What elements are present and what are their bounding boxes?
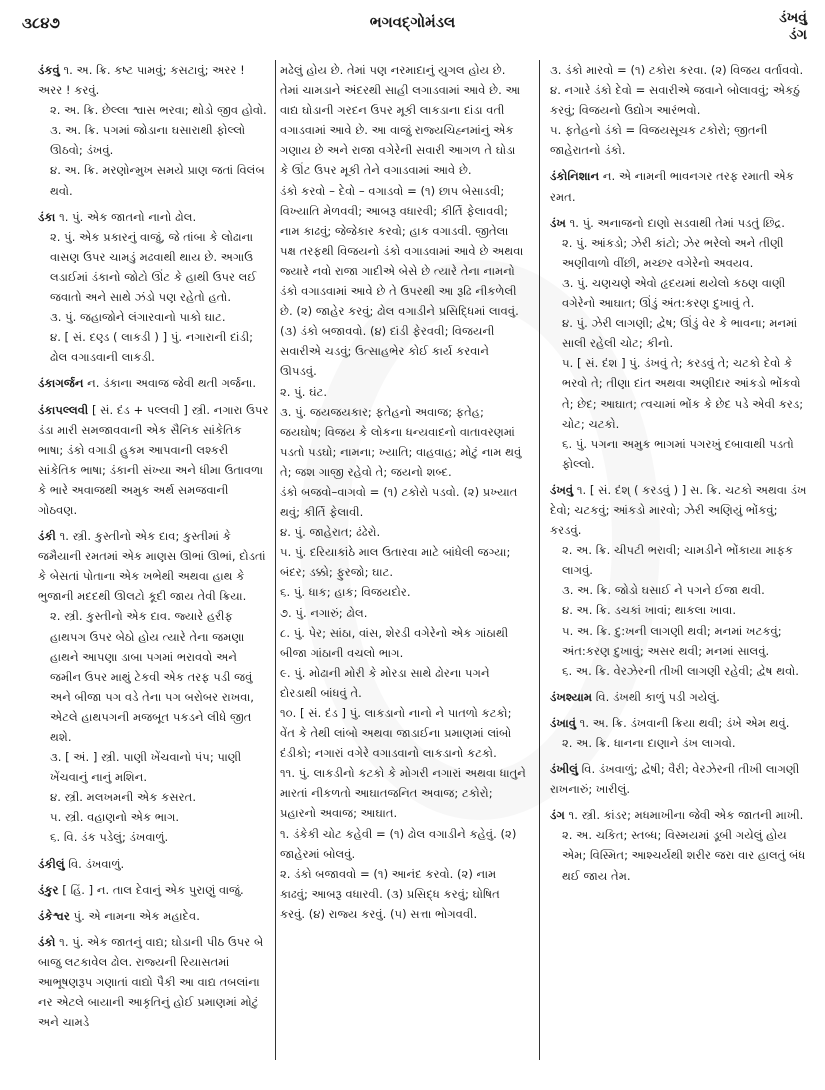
dictionary-entry [38, 880, 270, 900]
dictionary-entry [550, 759, 810, 799]
definition-line [550, 825, 810, 885]
definition-line [550, 60, 810, 80]
definition-line [38, 100, 270, 120]
definition-line [38, 227, 270, 307]
definition-text: ૬. પું. ધાક; હાક; વિજયદોર. [280, 585, 411, 600]
definition-text: ૩. પું. જયજયકાર; ફતેહનો અવાજ; ફતેહ; જયઘોષ; વિજય કે લોકના ધન્યવાદનો વાતાવરણમાં પડતો પડઘો; નામના; ખ્યાતિ; વાહવાહ; મોટું નામ થવું તે; જશ ગાજી રહેવો તે; જયનો શબ્દ. [280, 404, 522, 479]
guide-word-first: ડંખવું [779, 10, 807, 26]
definition-text: પું. એ નામના એક મહાદેવ. [73, 908, 200, 923]
dictionary-entry [38, 207, 270, 368]
dictionary-entry [38, 854, 270, 874]
headword: ડંખશ્યામ [550, 689, 593, 704]
definition-line [550, 273, 810, 313]
definition-text: મઢેલું હોય છે. તેમાં પણ નરમાદાનું યુગલ હોય છે. તેમાં ચામડાને અંદરથી સાહી લગાડવામાં આવે છે. આ વાદ્ય ઘોડાની ગરદન ઉપર મૂકી લાકડાના દાંડા વતી વગાડવામાં આવે છે. આ વાજું રાજ્યચિહ્નમાંનું એક ગણાય છે અને રાજા વગેરેની સવારી આગળ તે ઘોડા કે ઊંટ ઉપર મૂકી તેને વગાડવામાં આવે છે. [280, 63, 521, 178]
definition-line [550, 166, 810, 206]
guide-words [779, 10, 807, 44]
definition-line [38, 807, 270, 827]
column-2 [280, 60, 526, 930]
definition-line [280, 402, 526, 482]
definition-text: [ હિં. ] ન. તાલ દેવાનું એક પુરાણું વાજું. [62, 882, 244, 897]
dictionary-columns [38, 60, 818, 1060]
dictionary-entry [550, 687, 810, 707]
definition-line [280, 482, 526, 522]
definition-line [38, 747, 270, 787]
definition-text: ૧. અ. ક્રિ. ડંખવાની ક્રિયા થવી; ડંખે એમ થવું. [579, 715, 790, 730]
column-1 [38, 60, 270, 1038]
headword: ડંકી [38, 529, 56, 544]
definition-line [38, 207, 270, 227]
definition-text: ૩. અ. ક્રિ. જોડો ઘસાઈ ને પગને ઈજા થવી. [562, 583, 765, 598]
definition-line [38, 854, 270, 874]
definition-text: ૬. અ. ક્રિ. વેરઝેરની તીખી લાગણી રહેવી; દ્વેષ થવો. [562, 663, 799, 678]
definition-line [550, 713, 810, 733]
definition-text: ડંકો બજવો–વાગવો = (૧) ટકોરો પડવો. (૨) પ્રખ્યાત થવું; કીર્તિ ફેલાવી. [280, 484, 518, 520]
dictionary-entry [38, 60, 270, 201]
definition-line [280, 582, 526, 602]
definition-text: વિ. ડંખવાળું; દ્વેષી; વૈરી; વેરઝેરની તીખી લાગણી રાખનારું; ખારીલું. [550, 762, 800, 797]
definition-text: ૨. ડંકો બજાવવો = (૧) આનંદ કરવો. (૨) નામ કાઢવું; આબરૂ વધારવી. (૩) પ્રસિદ્ધ કરવું; ઘોષિત કરવું. (૪) રાજ્ય કરવું. (૫) સત્તા ભોગવવી. [280, 866, 500, 921]
definition-line [550, 480, 810, 540]
page-header [0, 0, 825, 50]
page-number: ૩૮૪૭ [22, 14, 60, 32]
definition-text: ૧૦. [ સં. દંડ ] પું. લાકડાનો નાનો ને પાતળો કટકો; વેંત કે તેથી લાંબો અથવા જાડાઈના પ્રમાણમાં લાંબો દંડીકો; નગારાં વગેરે વગાડવાનો લાકડાનો કટકો. [280, 706, 512, 761]
definition-line [280, 703, 526, 763]
definition-line [280, 663, 526, 703]
definition-text: ૧. સ્ત્રી. કાંડર; મધમાખીના જેવી એક જાતની માખી. [568, 808, 804, 823]
definition-line [280, 623, 526, 663]
definition-line [550, 80, 810, 120]
definition-text: ૪. નગારે ડંકો દેવો = સવારીએ જવાને બોલાવવું; એકઠું કરવું; વિજયનો ઉદ્યોગ આરંભવો. [550, 83, 801, 118]
definition-text: ૨. અ. ચકિત; સ્તબ્ધ; વિસ્મયમાં ડૂબી ગયેલું હોય એમ; વિસ્મિત; આશ્ચર્યથી શરીર જરા વાર હાલતું બંધ થઈ જાય તેમ. [562, 828, 806, 883]
definition-text: ૪. પું. ઝેરી લાગણી; દ્વેષ; ઊંડું વેર કે ભાવના; મનમાં સાલી રહેલી ચોટ; કીનો. [562, 316, 798, 351]
definition-line [550, 805, 810, 825]
definition-text: ૪. [ સં. દણ્ડ ( લાકડી ) ] પું. નગારાની દાંડી; ઢોલ વગાડવાની લાકડી. [50, 330, 254, 365]
definition-line [280, 382, 526, 402]
headword: ડંકુર [38, 882, 59, 897]
definition-line [550, 621, 810, 661]
definition-text: ૭. પું. નગારું; ઢોલ. [280, 605, 368, 620]
column-3 [550, 60, 810, 892]
dictionary-entry [550, 60, 810, 160]
definition-line [550, 540, 810, 580]
headword: ડંકાગર્જન [38, 376, 84, 391]
definition-line [38, 400, 270, 521]
headword: ડંખાવું [550, 715, 576, 730]
dictionary-entry [38, 906, 270, 926]
definition-line [38, 827, 270, 847]
definition-text: ૨. અ. ક્રિ. ચીપટી ભરાવી; ચામડીને ભોંકાયા માફક લાગવું. [562, 543, 794, 578]
definition-text: ૪. પું. જાહેરાત; ઢંઢેરો. [280, 525, 381, 540]
definition-text: [ સં. દંડ + પલ્લવી ] સ્ત્રી. નગારા ઉપર ડંડા મારી સમજાવવાની એક સૈનિક સાંકેતિક ભાષા; ડંકો વગાડી હુકમ આપવાની લશ્કરી સાંકેતિક ભાષા; ડંકાની સંખ્યા અને ધીમા ઉતાવળા કે ભારે અવાજથી અમુક અર્થ સમજવાની ગોઠવણ. [38, 402, 269, 517]
definition-line [38, 160, 270, 200]
dictionary-entry [38, 373, 270, 393]
definition-line [550, 759, 810, 799]
definition-text: ૨. અ. ક્રિ. છેલ્લા શ્વાસ ભરવા; થોડો જીવ હોવો. [50, 103, 267, 118]
headword: ડંકાપલ્લવી [38, 402, 89, 417]
definition-line [280, 603, 526, 623]
definition-text: ૪. અ. ક્રિ. મરણોન્મુખ સમયે પ્રાણ જતાં વિલંબ થવો. [50, 163, 265, 198]
definition-text: ૧. [ સં. દંશ્ ( કરડવું ) ] સ. ક્રિ. ચટકો અથવા ડંખ દેવો; ચટકવું; આંકડો મારવો; ઝેરી અણિયું ભોંકવું; કરડવું. [550, 482, 807, 538]
headword: ડંકીલું [38, 856, 65, 871]
definition-text: ૪. સ્ત્રી. મલખમની એક કસરત. [50, 790, 197, 805]
definition-line [280, 763, 526, 823]
definition-line [550, 233, 810, 273]
definition-text: વિ. ડંખવાળું. [68, 856, 125, 871]
headword: ડંકેશ્વર [38, 908, 70, 923]
definition-line [550, 600, 810, 620]
definition-text: ૧. પું. અનાજનો દાણો સડવાથી તેમાં પડતું છિદ્ર. [569, 215, 785, 230]
headword: ડંખીલું [550, 762, 578, 777]
definition-text: ૫. [ સં. દંશ ] પું. ડંખવું તે; કરડવું તે; ચટકો દેવો કે ભરવો તે; તીણા દાંત અથવા અણીદાર આંકડો ભોંકવો તે; છેદ; આઘાત; ત્વચામાં ભોંક કે છેદ પડે એવી કરડ; ચોટ; ચટકો. [562, 356, 804, 431]
definition-text: ૧. સ્ત્રી. કુસ્તીનો એક દાવ; કુસ્તીમાં કે જમૈયાની રમતમાં એક માણસ ઊભાં ઊભાં, દોડતાં કે બેસતાં પોતાના એક ખભેથી અથવા હાથ કે ભુજાની મદદથી ઊલટો કૂદી જાય તેવી ક્રિયા. [38, 529, 266, 604]
definition-line [550, 353, 810, 433]
headword: ડંકો [38, 934, 56, 949]
definition-line [550, 733, 810, 753]
definition-line [550, 687, 810, 707]
definition-line [38, 526, 270, 606]
running-title: ભગવદ્ગોમંડલ [369, 13, 456, 31]
definition-text: ૧. અ. ક્રિ. કષ્ટ પામવું; કસટાવું; અરર ! અરર ! કરવું. [38, 63, 245, 98]
guide-word-last: ડંગ [789, 27, 807, 43]
definition-line [550, 580, 810, 600]
definition-text: ૨. પું. ઘંટ. [280, 384, 328, 399]
definition-line [38, 307, 270, 327]
definition-text: ૫. સ્ત્રી. વહાણનો એક ભાગ. [50, 810, 180, 825]
definition-line [38, 932, 270, 1032]
definition-line [550, 661, 810, 681]
definition-line [38, 120, 270, 160]
dictionary-entry [38, 526, 270, 848]
dictionary-entry [38, 932, 270, 1032]
definition-text: ડંકો કરવો – દેવો – વગાડવો = (૧) છાપ બેસાડવી; વિખ્યાતિ મેળવવી; આબરૂ વધારવી; કીર્તિ ફેલાવવી; નામ કાઢવું; જેજેકાર કરવો; હાક વગાડવી. જીતેલા પક્ષ તરફથી વિજયનો ડંકો વગાડવામાં આવે છે અથવા જ્યારે નવો રાજા ગાદીએ બેસે છે ત્યારે તેના નામનો ડંકો વગાડવામાં આવે છે તે ઉપરથી આ રૂઢિ નીકળેલી છે. (૨) જાહેર કરવું; ઢોલ વગાડીને પ્રસિદ્ધિમાં લાવવું. (૩) ડંકો બજાવવો. (૪) દાંડી ફેરવવી; વિજયની સવારીએ ચડવું; ઉત્સાહભેર કોઈ કાર્ય કરવાને ઊપડવું. [280, 183, 524, 379]
definition-line [280, 542, 526, 582]
dictionary-entry [550, 213, 810, 474]
definition-line [38, 60, 270, 100]
dictionary-entry [280, 60, 526, 924]
dictionary-entry [550, 805, 810, 885]
definition-line [38, 880, 270, 900]
dictionary-entry [550, 713, 810, 753]
definition-line [550, 213, 810, 233]
definition-text: ૪. અ. ક્રિ. ડચકાં ખાવાં; થાકલા ખાવા. [562, 603, 737, 618]
headword: ડંકોનિશાન [550, 169, 600, 184]
definition-text: ૬. પું. પગના અમુક ભાગમાં પગરખું દબાવાથી પડતો ફોલ્લો. [562, 436, 794, 471]
definition-line [550, 120, 810, 160]
definition-line [280, 60, 526, 181]
headword: ડંગ [550, 808, 565, 823]
definition-line [38, 373, 270, 393]
definition-text: વિ. ડંખથી કાળું પડી ગયેલું. [595, 689, 720, 704]
definition-text: ૫. ફતેહનો ડંકો = વિજયસૂચક ટકોરો; જીતની જાહેરાતનો ડંકો. [550, 123, 768, 158]
definition-text: ૧. પું. એક જાતનું વાદ્ય; ઘોડાની પીઠ ઉપર બે બાજુ લટકાવેલ ઢોલ. રાજ્યની રિયાસતમાં આભૂષણરૂપ ગણાતાં વાદ્યો પૈકી આ વાદ્ય તબલાંના નર એટલે બાયાની આકૃતિનું હોઈ પ્રમાણમાં મોટું અને ચામડે [38, 934, 264, 1030]
definition-text: ૩. અ. ક્રિ. પગમાં જોડાના ઘસારાથી ફોલ્લો ઊઠવો; ડંખવું. [50, 123, 246, 158]
definition-text: ન. એ નામની ભાવનગર તરફ રમાતી એક રમત. [550, 169, 794, 204]
definition-line [550, 313, 810, 353]
definition-text: ૩. ડંકો મારવો = (૧) ટકોરા કરવા. (૨) વિજય વર્તાવવો. [550, 63, 804, 77]
dictionary-entry [38, 400, 270, 521]
definition-text: ૨. સ્ત્રી. કુસ્તીનો એક દાવ. જ્યારે હરીફ હાથપગ ઉપર બેઠો હોય ત્યારે તેના જમણા હાથને આપણા ડાબા પગમાં ભરાવવો અને જમીન ઉપર માથું ટેકવી એક તરફ પડી જવું અને બીજા પગ વડે તેના પગ બરોબર રાખવા, એટલે હાથપગની મજબૂત પકડને લીધે જીત થશે. [50, 609, 254, 744]
definition-text: ૩. પું. જહાજોને લંગારવાનો પાકો ઘાટ. [50, 310, 226, 325]
dictionary-entry [550, 480, 810, 681]
definition-line [38, 327, 270, 367]
headword: ડંખ [550, 215, 566, 230]
dictionary-entry [550, 166, 810, 206]
definition-text: ૯. પું. મોઢાની મોરી કે મોરડા સાથે ઢોરના પગને દોરડાથી બાંધવું તે. [280, 665, 490, 700]
definition-text: ૩. [ અં. ] સ્ત્રી. પાણી ખેંચવાનો પંપ; પાણી ખેંચવાનું નાનું મશિન. [50, 750, 242, 785]
definition-text: ૫. અ. ક્રિ. દુ:ખની લાગણી થવી; મનમાં ખટકવું; અંત:કરણ દુખાવું; અસર થવી; મનમાં સાલવું. [562, 623, 782, 658]
definition-text: ૨. પું. એક પ્રકારનું વાજું, જે તાંબા કે લોઢાના વાસણ ઉપર ચામડું મઢવાથી થાય છે. અગાઉ લડાઈમાં ડંકાનો જોટો ઊંટ કે હાથી ઉપર લઈ જવાતો અને સાથે ઝંડો પણ રહેતો હતો. [50, 229, 257, 305]
definition-line [280, 181, 526, 382]
definition-text: ૮. પું. પેર; સાંઠા, વાંસ, શેરડી વગેરેનો એક ગાંઠાથી બીજા ગાંઠાની વચલો ભાગ. [280, 625, 509, 660]
definition-line [38, 787, 270, 807]
definition-text: ૧૧. પું. લાકડીનો કટકો કે મોગરી નગારાં અથવા ધાતુને મારતાં નીકળતો આઘાતજનિત અવાજ; ટકોરો; પ્રહારનો અવાજ; આઘાત. [280, 766, 526, 821]
headword: ડંકવું [38, 63, 60, 77]
definition-text: ૨. પું. આંકડો; ઝેરી કાંટો; ઝેર ભરેલો અને તીણી અણીવાળો વીંછી, મચ્છર વગેરેનો અવયવ. [562, 235, 784, 270]
definition-text: ૨. અ. ક્રિ. ધાનના દાણાને ડંખ લાગવો. [562, 736, 736, 750]
definition-line [38, 906, 270, 926]
definition-text: ૧. પું. એક જાતનો નાનો ઢોલ. [59, 209, 197, 224]
definition-line [280, 824, 526, 864]
definition-line [280, 522, 526, 542]
definition-text: ૬. વિ. ડંક પડેલું; ડંખવાળું. [50, 830, 169, 845]
definition-text: ૩. પું. ચણચણે એવો હૃદયમાં થયેલો કઠણ વાણી વગેરેનો આઘાત; ઊંડું અંત:કરણ દુખાવું તે. [562, 275, 786, 311]
headword: ડંખવું [550, 482, 574, 497]
definition-line [280, 864, 526, 924]
headword: ડંકા [38, 209, 56, 224]
definition-text: ૫. પું. દરિયાકાંઠે માલ ઉતારવા માટે બાંધેલી જગ્યા; બંદર; ડક્કો; ફુરજો; ઘાટ. [280, 545, 511, 580]
definition-line [550, 434, 810, 474]
definition-line [38, 606, 270, 747]
definition-text: ૧. ડંકેકી ચોટ કહેવી = (૧) ઢોલ વગાડીને કહેવું. (૨) જાહેરમાં બોલવું. [280, 826, 517, 861]
definition-text: ન. ડંકાના અવાજ જેવી થતી ગર્જના. [87, 376, 257, 391]
